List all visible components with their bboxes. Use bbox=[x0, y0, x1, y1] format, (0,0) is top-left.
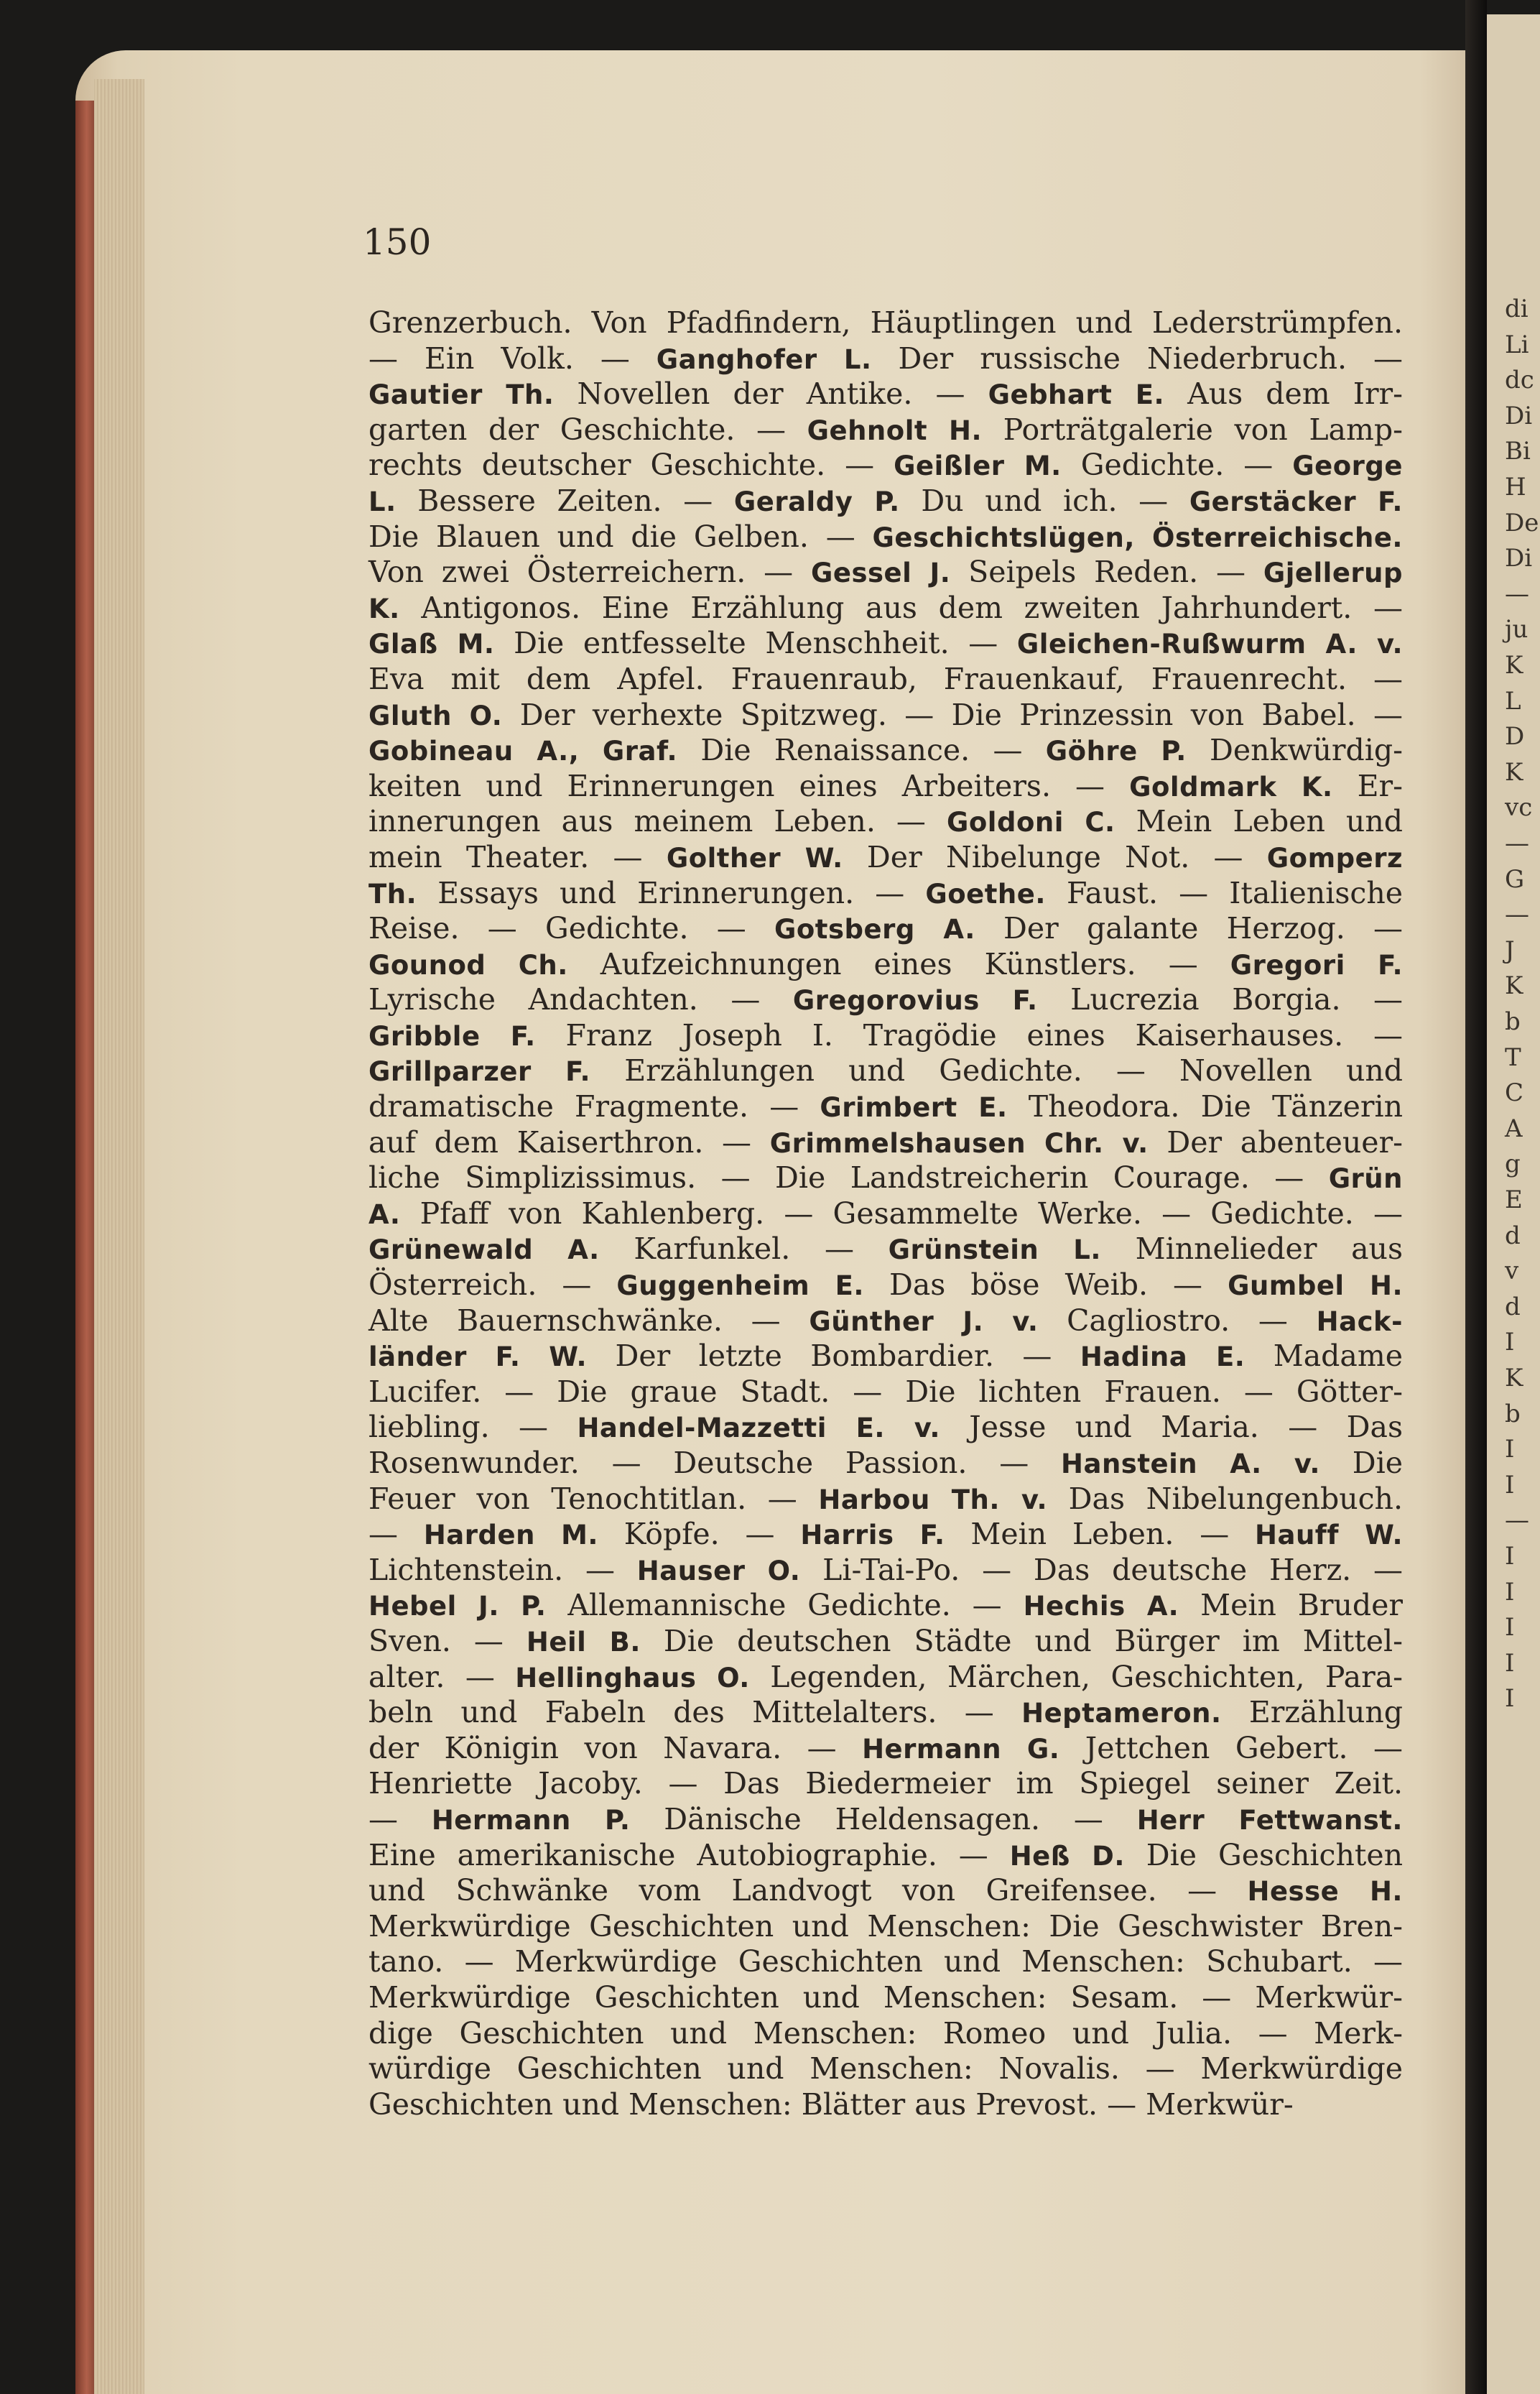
line-text: Köpfe. — bbox=[598, 1517, 801, 1552]
text-line bbox=[368, 1125, 1403, 1161]
facing-page-fragment: I bbox=[1505, 1328, 1515, 1357]
text-line bbox=[368, 484, 1403, 519]
author-name: Gerstäcker F. bbox=[1189, 486, 1403, 517]
page-edge-stack bbox=[94, 79, 144, 2394]
line-text: Essays und Erinnerungen. — bbox=[417, 875, 926, 910]
author-name: Geschichtslügen, Österreichische. bbox=[872, 522, 1403, 553]
text-line bbox=[368, 1482, 1403, 1517]
line-text: Bessere Zeiten. — bbox=[396, 483, 734, 518]
facing-page-fragment: K bbox=[1505, 971, 1523, 1001]
text-line bbox=[368, 1944, 1403, 1980]
line-text: Franz Joseph I. Tragödie eines Kaiserhauses. — bbox=[535, 1017, 1403, 1053]
author-name: Gluth O. bbox=[368, 700, 503, 731]
author-name: Gessel J. bbox=[810, 558, 951, 589]
line-text: Cagliostro. — bbox=[1038, 1303, 1317, 1338]
facing-page-fragment: — bbox=[1505, 1506, 1529, 1535]
author-name: Th. bbox=[368, 878, 417, 910]
text-line bbox=[368, 1553, 1403, 1589]
line-text: und Schwänke vom Landvogt von Greifensee. — bbox=[368, 1873, 1248, 1908]
text-line bbox=[368, 1196, 1403, 1232]
author-name: Gumbel H. bbox=[1228, 1270, 1403, 1302]
author-name: Hack- bbox=[1316, 1305, 1403, 1337]
line-text: — bbox=[368, 1801, 432, 1836]
line-text: Faust. — Italienische bbox=[1045, 875, 1403, 910]
line-text: Karfunkel. — bbox=[599, 1231, 889, 1267]
text-line bbox=[368, 1374, 1403, 1410]
author-name: Golther W. bbox=[666, 842, 843, 874]
author-name: Hellinghaus O. bbox=[515, 1662, 750, 1693]
author-name: Grün bbox=[1328, 1163, 1403, 1195]
text-line bbox=[368, 1624, 1403, 1660]
line-text: Porträtgalerie von Lamp- bbox=[982, 412, 1403, 447]
facing-page-fragment: L bbox=[1505, 686, 1521, 716]
line-text: liebling. — bbox=[368, 1410, 578, 1445]
author-name: Grimmelshausen Chr. v. bbox=[769, 1127, 1149, 1159]
line-text: Der verhexte Spitzweg. — Die Prinzessin von Babel. — bbox=[502, 697, 1403, 732]
line-text: garten der Geschichte. — bbox=[368, 412, 807, 447]
author-name: Gebhart E. bbox=[988, 379, 1165, 411]
text-line bbox=[368, 2087, 1403, 2123]
line-text: Lucifer. — Die graue Stadt. — Die lichten Frauen. — Götter- bbox=[368, 1374, 1403, 1409]
facing-page-fragment: K bbox=[1505, 1364, 1523, 1392]
text-line bbox=[368, 947, 1403, 983]
author-name: Göhre P. bbox=[1045, 736, 1187, 767]
author-name: Gotsberg A. bbox=[774, 914, 975, 946]
line-text: Der Nibelunge Not. — bbox=[843, 839, 1267, 874]
author-name: Gounod Ch. bbox=[368, 949, 568, 981]
facing-page-fragment: I bbox=[1505, 1542, 1515, 1571]
author-name: Goldmark K. bbox=[1129, 771, 1333, 803]
author-name: Grillparzer F. bbox=[368, 1056, 591, 1088]
author-name: Gribble F. bbox=[368, 1020, 536, 1052]
facing-page-fragment: C bbox=[1505, 1078, 1524, 1108]
line-text: Eva mit dem Apfel. Frauenraub, Frauenkauf, Frauenrecht. — bbox=[368, 661, 1403, 696]
line-text: Reise. — Gedichte. — bbox=[368, 911, 774, 946]
line-text: der Königin von Navara. — bbox=[368, 1730, 863, 1765]
line-text: Allemannische Gedichte. — bbox=[546, 1588, 1024, 1623]
line-text: Österreich. — bbox=[368, 1267, 617, 1303]
author-name: Harden M. bbox=[423, 1520, 598, 1551]
author-name: Hauff W. bbox=[1255, 1520, 1403, 1551]
text-line bbox=[368, 448, 1403, 484]
line-text: Madame bbox=[1245, 1339, 1404, 1374]
line-text: Das Nibelungenbuch. bbox=[1047, 1481, 1403, 1516]
line-text: Li-Tai-Po. — Das deutsche Herz. — bbox=[800, 1552, 1404, 1587]
facing-page-fragment: K bbox=[1505, 757, 1523, 787]
facing-page-fragment: T bbox=[1505, 1043, 1521, 1072]
facing-page-fragment: I bbox=[1505, 1435, 1515, 1464]
text-line bbox=[368, 1980, 1403, 2016]
line-text: Jettchen Gebert. — bbox=[1059, 1730, 1403, 1765]
line-text: Novellen der Antike. — bbox=[554, 376, 988, 412]
line-text: Alte Bauernschwänke. — bbox=[368, 1303, 810, 1338]
line-text: Der abenteuer- bbox=[1148, 1124, 1403, 1160]
author-name: Hanstein A. v. bbox=[1061, 1448, 1320, 1479]
text-line bbox=[368, 1766, 1403, 1802]
line-text: Die deutschen Städte und Bürger im Mittel- bbox=[640, 1623, 1403, 1658]
facing-page-fragment: E bbox=[1505, 1186, 1523, 1214]
facing-page-fragment: b bbox=[1505, 1007, 1521, 1036]
line-text: Merkwürdige Geschichten und Menschen: Die Geschwister Bren- bbox=[368, 1908, 1403, 1944]
line-text: Henriette Jacoby. — Das Biedermeier im Spiegel seiner Zeit. bbox=[368, 1766, 1403, 1801]
line-text: Erzählung bbox=[1221, 1695, 1404, 1730]
text-line bbox=[368, 1909, 1403, 1945]
text-line bbox=[368, 1303, 1403, 1339]
line-text: liche Simplizissimus. — Die Landstreicherin Courage. — bbox=[368, 1160, 1329, 1196]
facing-page-fragment: dc bbox=[1505, 366, 1534, 395]
text-line bbox=[368, 1410, 1403, 1446]
text-line bbox=[368, 555, 1403, 591]
line-text: Eine amerikanische Autobiographie. — bbox=[368, 1837, 1010, 1872]
author-name: Hebel J. P. bbox=[368, 1591, 547, 1622]
author-name: Gleichen-Rußwurm A. v. bbox=[1016, 629, 1403, 660]
line-text: Aus dem Irr- bbox=[1164, 376, 1403, 412]
line-text: Gedichte. — bbox=[1061, 448, 1293, 483]
facing-page-fragment: H bbox=[1505, 473, 1526, 502]
author-name: Harbou Th. v. bbox=[818, 1484, 1048, 1515]
author-name: Handel-Mazzetti E. v. bbox=[577, 1413, 940, 1444]
line-text: würdige Geschichten und Menschen: Novalis. — Merkwürdige bbox=[368, 2051, 1403, 2086]
text-line bbox=[368, 733, 1403, 769]
facing-page-fragment: Li bbox=[1505, 330, 1529, 359]
facing-page-fragment: G bbox=[1505, 864, 1525, 894]
line-text: Lucrezia Borgia. — bbox=[1037, 982, 1403, 1017]
line-text: Minnelieder aus bbox=[1100, 1231, 1404, 1267]
text-line bbox=[368, 662, 1403, 698]
author-name: Geraldy P. bbox=[733, 486, 900, 517]
author-name: George bbox=[1292, 450, 1403, 482]
text-line bbox=[368, 412, 1403, 448]
author-name: Gobineau A., Graf. bbox=[368, 736, 678, 767]
text-line bbox=[368, 1231, 1403, 1267]
text-line bbox=[368, 1089, 1403, 1125]
facing-page-fragment: v bbox=[1505, 1257, 1519, 1286]
author-name: Gomperz bbox=[1266, 842, 1403, 874]
facing-page-fragment: D bbox=[1505, 722, 1525, 752]
line-text: Sven. — bbox=[368, 1623, 527, 1658]
line-text: Er- bbox=[1332, 768, 1403, 803]
text-line bbox=[368, 840, 1403, 876]
line-text: Legenden, Märchen, Geschichten, Para- bbox=[749, 1659, 1404, 1694]
author-name: Hermann G. bbox=[862, 1733, 1060, 1765]
line-text: mein Theater. — bbox=[368, 839, 667, 874]
text-line bbox=[368, 591, 1403, 627]
line-text: Dänische Heldensagen. — bbox=[630, 1801, 1137, 1836]
line-text: Lyrische Andachten. — bbox=[368, 982, 793, 1017]
text-line bbox=[368, 1018, 1403, 1054]
text-line bbox=[368, 626, 1403, 662]
author-name: A. bbox=[368, 1198, 401, 1230]
line-text: Der letzte Bombardier. — bbox=[587, 1339, 1080, 1374]
facing-page-fragment: ju bbox=[1505, 615, 1529, 644]
text-line bbox=[368, 1339, 1403, 1374]
line-text: Der russische Niederbruch. — bbox=[871, 341, 1403, 376]
line-text: Seipels Reden. — bbox=[950, 555, 1263, 590]
author-name: K. bbox=[368, 593, 400, 624]
facing-page-fragment: Bi bbox=[1505, 437, 1531, 466]
text-line bbox=[368, 519, 1403, 555]
line-text: — Ein Volk. — bbox=[368, 341, 657, 376]
author-name: Herr Fettwanst. bbox=[1136, 1804, 1403, 1836]
author-name: Heil B. bbox=[526, 1626, 641, 1658]
line-text: innerungen aus meinem Leben. — bbox=[368, 804, 947, 839]
author-name: Grimbert E. bbox=[820, 1092, 1008, 1124]
author-name: Hechis A. bbox=[1023, 1591, 1179, 1622]
line-text: Das böse Weib. — bbox=[863, 1267, 1228, 1303]
page-number: 150 bbox=[363, 221, 432, 263]
text-line bbox=[368, 911, 1403, 947]
line-text: Feuer von Tenochtitlan. — bbox=[368, 1481, 819, 1516]
text-line bbox=[368, 1802, 1403, 1838]
author-name: Geißler M. bbox=[894, 450, 1062, 482]
line-text: alter. — bbox=[368, 1659, 516, 1694]
line-text: Aufzeichnungen eines Künstlers. — bbox=[567, 946, 1230, 981]
facing-page-fragment: J bbox=[1505, 935, 1515, 965]
text-line bbox=[368, 982, 1403, 1018]
facing-page-fragment: b bbox=[1505, 1399, 1521, 1428]
author-name: Goldoni C. bbox=[947, 807, 1115, 838]
line-text: Antigonos. Eine Erzählung aus dem zweiten Jahrhundert. — bbox=[399, 590, 1403, 625]
author-name: Gjellerup bbox=[1263, 558, 1404, 589]
facing-page-fragment: I bbox=[1505, 1613, 1515, 1642]
author-name: Goethe. bbox=[925, 878, 1046, 910]
line-text: Die Renaissance. — bbox=[677, 733, 1046, 768]
facing-page-fragment: I bbox=[1505, 1684, 1515, 1714]
text-line bbox=[368, 1446, 1403, 1482]
author-name: Hadina E. bbox=[1080, 1341, 1246, 1373]
line-text: Merkwürdige Geschichten und Menschen: Sesam. — Merkwür- bbox=[368, 1979, 1403, 2015]
author-name: Hesse H. bbox=[1247, 1876, 1403, 1908]
author-name: Guggenheim E. bbox=[616, 1270, 864, 1302]
page-text-body bbox=[368, 305, 1403, 2122]
line-text: Jesse und Maria. — Das bbox=[940, 1410, 1403, 1445]
line-text: beln und Fabeln des Mittelalters. — bbox=[368, 1695, 1022, 1730]
facing-page-fragment: — bbox=[1505, 900, 1529, 930]
line-text: Grenzerbuch. Von Pfadfindern, Häuptlingen und Lederstrümpfen. bbox=[368, 305, 1403, 340]
line-text: Erzählungen und Gedichte. — Novellen und bbox=[590, 1053, 1404, 1089]
line-text: Pfaff von Kahlenberg. — Gesammelte Werke. — Gedichte. — bbox=[400, 1196, 1403, 1231]
author-name: Gehnolt H. bbox=[807, 415, 983, 446]
text-line bbox=[368, 1160, 1403, 1196]
text-line bbox=[368, 1267, 1403, 1303]
text-line bbox=[368, 376, 1403, 412]
author-name: L. bbox=[368, 486, 396, 517]
text-line bbox=[368, 1731, 1403, 1767]
text-line bbox=[368, 1695, 1403, 1731]
text-line bbox=[368, 804, 1403, 840]
facing-page-fragment: I bbox=[1505, 1648, 1515, 1678]
facing-page-fragment: I bbox=[1505, 1470, 1515, 1499]
author-name: Hermann P. bbox=[431, 1804, 631, 1836]
text-line bbox=[368, 698, 1403, 734]
line-text: auf dem Kaiserthron. — bbox=[368, 1124, 770, 1160]
text-line bbox=[368, 1660, 1403, 1696]
text-line bbox=[368, 769, 1403, 805]
text-line bbox=[368, 1517, 1403, 1553]
text-line bbox=[368, 305, 1403, 341]
author-name: Gregori F. bbox=[1230, 949, 1403, 981]
line-text: Von zwei Österreichern. — bbox=[368, 555, 811, 590]
text-line bbox=[368, 1838, 1403, 1874]
text-line bbox=[368, 2051, 1403, 2087]
line-text: Lichtenstein. — bbox=[368, 1552, 637, 1587]
line-text: keiten und Erinnerungen eines Arbeiters. — bbox=[368, 768, 1130, 803]
line-text: Theodora. Die Tänzerin bbox=[1007, 1089, 1403, 1124]
author-name: Glaß M. bbox=[368, 629, 495, 660]
line-text: Denkwürdig- bbox=[1186, 733, 1403, 768]
text-line bbox=[368, 876, 1403, 912]
line-text: tano. — Merkwürdige Geschichten und Menschen: Schubart. — bbox=[368, 1944, 1403, 1979]
book-gutter bbox=[1465, 0, 1487, 2394]
author-name: Ganghofer L. bbox=[656, 343, 872, 375]
text-line bbox=[368, 1873, 1403, 1909]
facing-page-fragment: I bbox=[1505, 1577, 1515, 1607]
facing-page-fragment: d bbox=[1505, 1221, 1521, 1250]
line-text: rechts deutscher Geschichte. — bbox=[368, 448, 894, 483]
author-name: Grünewald A. bbox=[368, 1234, 600, 1266]
text-line bbox=[368, 2016, 1403, 2052]
line-text: Die entfesselte Menschheit. — bbox=[494, 626, 1017, 661]
text-line bbox=[368, 1588, 1403, 1624]
line-text: Mein Leben. — bbox=[945, 1517, 1256, 1552]
facing-page-fragment: Di bbox=[1505, 401, 1533, 430]
author-name: Hauser O. bbox=[636, 1555, 801, 1586]
line-text: dige Geschichten und Menschen: Romeo und Julia. — Merk- bbox=[368, 2015, 1403, 2051]
author-name: Harris F. bbox=[800, 1520, 945, 1551]
line-text: Rosenwunder. — Deutsche Passion. — bbox=[368, 1446, 1062, 1480]
line-text: Die bbox=[1319, 1446, 1404, 1480]
facing-page-fragment: vc bbox=[1505, 793, 1533, 823]
line-text: Geschichten und Menschen: Blätter aus Prevost. — Merkwür- bbox=[368, 2086, 1294, 2122]
page-edge-red bbox=[75, 101, 94, 2394]
author-name: Heptameron. bbox=[1021, 1698, 1222, 1729]
line-text: Mein Bruder bbox=[1179, 1588, 1403, 1623]
facing-page-fragment: Di bbox=[1505, 544, 1533, 573]
author-name: Günther J. v. bbox=[809, 1305, 1039, 1337]
facing-page-fragment: — bbox=[1505, 829, 1529, 858]
author-name: Heß D. bbox=[1009, 1840, 1125, 1872]
facing-page-fragment: d bbox=[1505, 1292, 1521, 1321]
line-text: Mein Leben und bbox=[1115, 804, 1403, 839]
author-name: Grünstein L. bbox=[888, 1234, 1101, 1266]
line-text: dramatische Fragmente. — bbox=[368, 1089, 820, 1124]
text-line bbox=[368, 1053, 1403, 1089]
line-text: — bbox=[368, 1517, 424, 1552]
line-text: Der galante Herzog. — bbox=[975, 911, 1403, 946]
line-text: Du und ich. — bbox=[899, 483, 1189, 518]
line-text: Die Blauen und die Gelben. — bbox=[368, 519, 873, 554]
line-text: Die Geschichten bbox=[1124, 1837, 1404, 1872]
text-line bbox=[368, 341, 1403, 377]
author-name: länder F. W. bbox=[368, 1341, 588, 1373]
facing-page-fragment: A bbox=[1505, 1114, 1523, 1143]
facing-page-fragment: — bbox=[1505, 579, 1529, 609]
facing-page-fragment: di bbox=[1505, 295, 1529, 323]
author-name: Gautier Th. bbox=[368, 379, 555, 411]
author-name: Gregorovius F. bbox=[792, 985, 1038, 1017]
facing-page-fragment: De bbox=[1505, 508, 1539, 537]
facing-page-fragment: K bbox=[1505, 651, 1523, 680]
facing-page-fragment: g bbox=[1505, 1150, 1521, 1179]
